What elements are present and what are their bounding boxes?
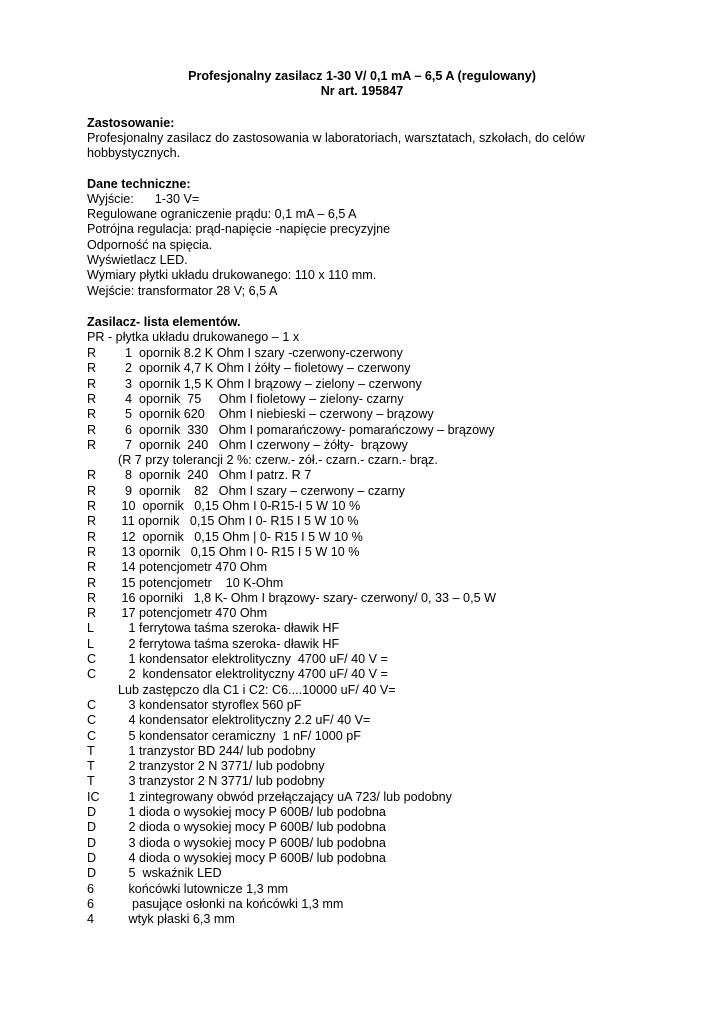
part-code: IC bbox=[87, 789, 100, 804]
part-code: R bbox=[87, 590, 97, 605]
part-code: D bbox=[87, 866, 97, 881]
part-description: 15 potencjometr 10 K-Ohm bbox=[118, 575, 284, 590]
tech-heading: Dane techniczne: bbox=[87, 177, 191, 191]
part-code: R bbox=[87, 544, 97, 559]
part-code: C bbox=[87, 667, 97, 682]
part-description: 3 opornik 1,5 K Ohm I brązowy – zielony – czerwony bbox=[118, 376, 422, 391]
parts-heading: Zasilacz- lista elementów. bbox=[87, 315, 241, 329]
part-description: 1 ferrytowa taśma szeroka- dławik HF bbox=[118, 621, 340, 636]
part-description: 4 kondensator elektrolityczny 2.2 uF/ 40 V= bbox=[118, 713, 371, 728]
part-description: 5 kondensator ceramiczny 1 nF/ 1000 pF bbox=[118, 728, 361, 743]
part-code: L bbox=[87, 621, 95, 636]
part-description: 2 dioda o wysokiej mocy P 600B/ lub podobna bbox=[118, 820, 386, 835]
part-code: 6 bbox=[87, 896, 95, 911]
part-code: R bbox=[87, 437, 97, 452]
usage-text-line: Profesjonalny zasilacz do zastosowania w laboratoriach, warsztatach, szkołach, do celów bbox=[87, 131, 585, 145]
part-code: C bbox=[87, 652, 97, 666]
parts-intro: PR - płytka układu drukowanego – 1 x bbox=[87, 330, 300, 344]
part-code: T bbox=[87, 774, 95, 789]
part-description: 1 zintegrowany obwód przełączający uA 723/ lub podobny bbox=[118, 789, 452, 804]
part-code: R bbox=[87, 391, 97, 406]
part-code: R bbox=[87, 529, 97, 544]
part-code: C bbox=[87, 728, 97, 743]
part-description: 1 kondensator elektrolityczny 4700 uF/ 40 V = bbox=[118, 652, 388, 666]
part-code: C bbox=[87, 713, 97, 728]
tech-line: Regulowane ograniczenie prądu: 0,1 mA – 6,5 A bbox=[87, 207, 357, 221]
part-description: 3 dioda o wysokiej mocy P 600B/ lub podobna bbox=[118, 835, 386, 850]
part-description: 9 opornik 82 Ohm I szary – czerwony – czarny bbox=[118, 483, 405, 498]
tech-line: Potrójna regulacja: prąd-napięcie -napięcie precyzyjne bbox=[87, 222, 391, 236]
part-description: Lub zastępczo dla C1 i C2: C6....10000 uF/ 40 V= bbox=[118, 682, 396, 697]
part-description: 5 opornik 620 Ohm I niebieski – czerwony – brązowy bbox=[118, 407, 434, 422]
part-description: 2 opornik 4,7 K Ohm I żółty – fioletowy – czerwony bbox=[118, 361, 411, 376]
part-code: R bbox=[87, 560, 97, 575]
part-code: R bbox=[87, 575, 97, 590]
part-code: D bbox=[87, 850, 97, 865]
part-code: R bbox=[87, 483, 97, 498]
part-code: R bbox=[87, 407, 97, 422]
part-description: wtyk płaski 6,3 mm bbox=[118, 912, 235, 927]
part-code: R bbox=[87, 422, 97, 437]
part-description: 13 opornik 0,15 Ohm I 0- R15 I 5 W 10 % bbox=[118, 544, 360, 559]
part-code: R bbox=[87, 376, 97, 391]
usage-text-line: hobbystycznych. bbox=[87, 146, 181, 160]
part-code: 4 bbox=[87, 912, 95, 927]
part-description: końcówki lutownicze 1,3 mm bbox=[118, 881, 289, 896]
part-description: 17 potencjometr 470 Ohm bbox=[118, 606, 268, 621]
part-description: 2 kondensator elektrolityczny 4700 uF/ 40 V = bbox=[118, 667, 388, 682]
part-description: 1 tranzystor BD 244/ lub podobny bbox=[118, 743, 316, 758]
usage-heading: Zastosowanie: bbox=[87, 116, 175, 130]
part-description: pasujące osłonki na końcówki 1,3 mm bbox=[118, 896, 344, 911]
part-description: 3 kondensator styroflex 560 pF bbox=[118, 697, 302, 712]
part-code: R bbox=[87, 468, 97, 483]
tech-line: Odporność na spięcia. bbox=[87, 238, 213, 252]
part-description: 6 opornik 330 Ohm I pomarańczowy- pomarańczowy – brązowy bbox=[118, 422, 495, 437]
part-code: 6 bbox=[87, 881, 95, 896]
part-description: 2 ferrytowa taśma szeroka- dławik HF bbox=[118, 636, 340, 651]
part-description: 11 opornik 0,15 Ohm I 0- R15 I 5 W 10 % bbox=[118, 514, 359, 529]
part-description: 3 tranzystor 2 N 3771/ lub podobny bbox=[118, 774, 325, 789]
document-title: Profesjonalny zasilacz 1-30 V/ 0,1 mA – 6,5 A (regulowany) bbox=[188, 69, 536, 83]
part-description: 5 wskaźnik LED bbox=[118, 866, 222, 881]
part-description: (R 7 przy tolerancji 2 %: czerw.- zół.- czarn.- czarn.- brąz. bbox=[118, 453, 438, 468]
part-code: D bbox=[87, 820, 97, 835]
part-code: T bbox=[87, 759, 95, 774]
part-description: 4 opornik 75 Ohm I fioletowy – zielony- czarny bbox=[118, 391, 404, 406]
part-code: R bbox=[87, 514, 97, 529]
part-code: R bbox=[87, 346, 97, 360]
part-description: 4 dioda o wysokiej mocy P 600B/ lub podobna bbox=[118, 850, 386, 865]
part-code: D bbox=[87, 805, 97, 819]
article-number: Nr art. 195847 bbox=[320, 84, 404, 98]
part-description: 1 dioda o wysokiej mocy P 600B/ lub podobna bbox=[118, 805, 386, 819]
part-code: D bbox=[87, 835, 97, 850]
tech-line: Wyświetlacz LED. bbox=[87, 253, 188, 267]
part-description: 1 opornik 8.2 K Ohm I szary -czerwony-czerwony bbox=[118, 346, 403, 360]
part-code: R bbox=[87, 606, 97, 621]
part-code: R bbox=[87, 499, 97, 513]
part-description: 10 opornik 0,15 Ohm I 0-R15-I 5 W 10 % bbox=[118, 499, 361, 513]
part-description: 16 oporniki 1,8 K- Ohm I brązowy- szary- czerwony/ 0, 33 – 0,5 W bbox=[118, 590, 496, 605]
part-description: 14 potencjometr 470 Ohm bbox=[118, 560, 268, 575]
part-code: R bbox=[87, 361, 97, 376]
tech-line: Wejście: transformator 28 V; 6,5 A bbox=[87, 284, 278, 298]
tech-line: Wyjście: 1-30 V= bbox=[87, 192, 200, 206]
part-code: C bbox=[87, 697, 97, 712]
part-description: 12 opornik 0,15 Ohm | 0- R15 I 5 W 10 % bbox=[118, 529, 363, 544]
part-description: 8 opornik 240 Ohm I patrz. R 7 bbox=[118, 468, 312, 483]
part-description: 2 tranzystor 2 N 3771/ lub podobny bbox=[118, 759, 325, 774]
part-code: L bbox=[87, 636, 95, 651]
tech-line: Wymiary płytki układu drukowanego: 110 x 110 mm. bbox=[87, 268, 377, 282]
part-description: 7 opornik 240 Ohm I czerwony – żółty- brązowy bbox=[118, 437, 408, 452]
part-code: T bbox=[87, 743, 95, 758]
